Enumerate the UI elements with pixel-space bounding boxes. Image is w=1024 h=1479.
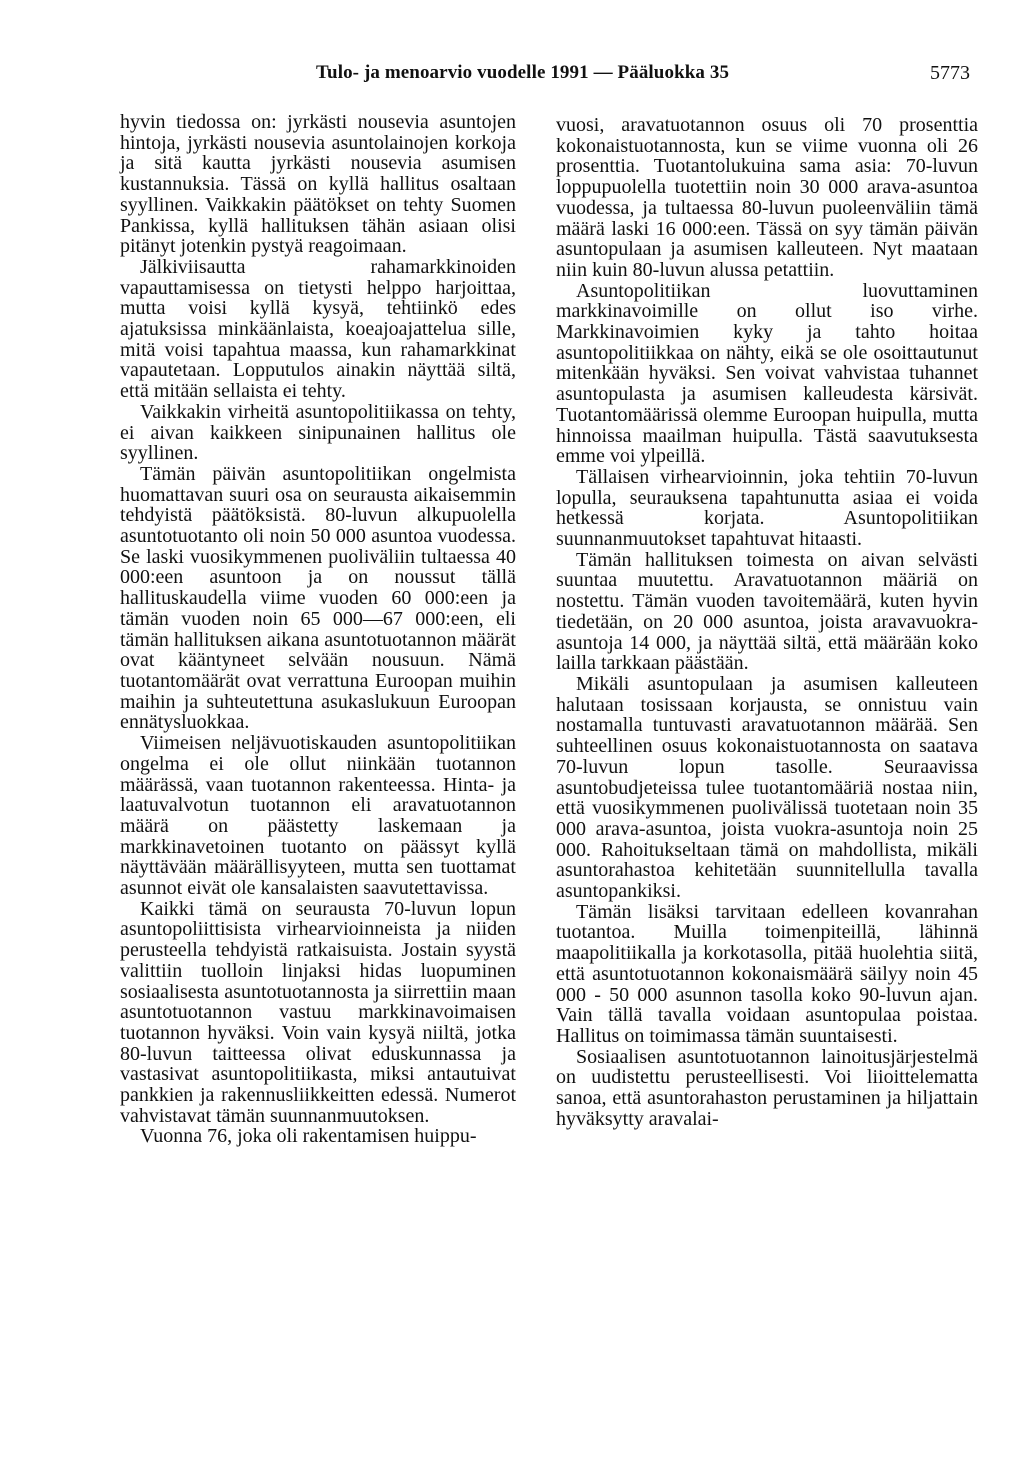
running-header [0, 62, 1024, 90]
running-title: Tulo- ja menoarvio vuodelle 1991 — Pääluokka 35 [316, 62, 730, 83]
paragraph: Jälkiviisautta rahamarkkinoiden vapauttamisessa on tietysti helppo harjoittaa, mutta voisi kyllä kysyä, tehtiinkö edes ajatuksissa minkäänlaista, koeajoajattelua sille, mitä voisi tapahtua maassa, kun rahamarkkinat vapautetaan. Lopputulos ainakin näyttää siltä, että mitään sellaista ei tehty. [120, 255, 516, 403]
paragraph: Tämän lisäksi tarvitaan edelleen kovanrahan tuotantoa. Muilla toimenpiteillä, lähinnä maapolitiikalla ja korkotasolla, pitää huolehtia siitä, että asuntotuotannon kokonaismäärä säilyy noin 45 000 - 50 000 asunnon tasolla koko 90-luvun ajan. Vain tällä tavalla voidaan asuntopulaa poistaa. Hallitus on toimimassa tämän suuntaisesti. [556, 900, 978, 1047]
paragraph: Sosiaalisen asuntotuotannon lainoitusjärjestelmä on uudistettu perusteellisesti. Voi liioittelematta sanoa, että asuntorahaston perustaminen ja hiljattain hyväksytty aravalai- [556, 1045, 978, 1130]
left-column [120, 112, 516, 1147]
paragraph: Tämän hallituksen toimesta on aivan selvästi suuntaa muutettu. Aravatuotannon määriä on nostettu. Tämän vuoden tavoitemäärä, kuten hyvin tiedetään, on 20 000 asuntoa, joista aravavuokra-asuntoja 14 000, ja näyttää siltä, että määrään koko lailla tarkkaan päästään. [556, 548, 978, 675]
paragraph: Vaikkakin virheitä asuntopolitiikassa on tehty, ei aivan kaikkeen sinipunainen hallitus ole syyllinen. [120, 400, 516, 465]
paragraph: hyvin tiedossa on: jyrkästi nousevia asuntojen hintoja, jyrkästi nousevia asuntolainojen korkoja ja sitä kautta jyrkästi nousevia asumisen kustannuksia. Tässä on kyllä hallitus osaltaan syyllinen. Vaikkakin päätökset on tehty Suomen Pankissa, kyllä hallituksen tähän asiaan olisi pitänyt jotenkin pystyä reagoimaan. [120, 111, 516, 258]
page-number: 5773 [930, 62, 970, 84]
paragraph: Viimeisen neljävuotiskauden asuntopolitiikan ongelma ei ole ollut niinkään tuotannon määrässä, vaan tuotannon rakenteessa. Hinta- ja laatuvalvotun tuotannon eli aravatuotannon määrä on päästetty laskemaan ja markkinavetoinen tuotanto on päässyt kyllä näyttävään määrällisyyteen, mutta sen tuottamat asunnot eivät ole kansalaisten saavutettavissa. [120, 732, 516, 900]
paragraph: Vuonna 76, joka oli rakentamisen huippu- [140, 1125, 477, 1148]
paragraph: Kaikki tämä on seurausta 70-luvun lopun asuntopoliittisista virhearvioinneista ja niiden perusteella tehdyistä ratkaisuista. Jostain syystä valittiin tuolloin linjaksi hidas luopuminen sosiaalisesta asuntotuotannosta ja siirrettiin maan asuntotuotannon vastuu markkinavoimaisen tuotannon hyväksi. Voin vain kysyä niiltä, jotka 80-luvun taitteessa olivat eduskunnassa ja vastasivat asuntopolitiikasta, miksi antautuivat pankkien ja rakennusliikkeitten edessä. Numerot vahvistavat tämän suunnanmuutoksen. [120, 897, 516, 1127]
paragraph: Asuntopolitiikan luovuttaminen markkinavoimille on ollut iso virhe. Markkinavoimien kyky ja tahto hoitaa asuntopolitiikkaa on nähty, eikä se ole osoittautunut mitenkään hyväksi. Sen voivat vahvistaa tuhannet asuntopulasta ja asumisen kalleudesta kärsivät. Tuotantomäärissä olemme Euroopan huipulla, mutta hinnoissa maailman huipulla. Tästä saavutuksesta emme voi ylpeillä. [556, 279, 978, 468]
paragraph: Mikäli asuntopulaan ja asumisen kalleuteen halutaan tosissaan korjausta, se onnistuu vain nostamalla tuntuvasti aravatuotannon määrää. Sen suhteellinen osuus kokonaistuotannosta on saatava 70-luvun lopun tasolle. Seuraavissa asuntobudjeteissa tulee tuotantomääriä nostaa niin, että vuosikymmenen puolivälissä tuotetaan noin 35 000 arava-asuntoa, joista vuokra-asuntoja noin 25 000. Rahoitukseltaan tämä on mahdollista, mikäli asuntorahastoa kehitetään suunnitellulla tavalla asuntopankiksi. [556, 672, 978, 903]
paragraph: Tämän päivän asuntopolitiikan ongelmista huomattavan suuri osa on seurausta aikaisemmin tehdyistä päätöksistä. 80-luvun alkupuolella asuntotuotanto oli noin 50 000 asuntoa vuodessa. Se laski vuosikymmenen puoliväliin tultaessa 40 000:een asuntoon ja on noussut tällä hallituskaudella viime vuoden 60 000:een ja tämän vuoden noin 65 000—67 000:een, eli tämän hallituksen aikana asuntotuotannon määrät ovat kääntyneet selvään nousuun. Nämä tuotantomäärät ovat verrattuna Euroopan muihin maihin ja suhteutettuna asukaslukuun Euroopan ennätysluokkaa. [120, 462, 516, 734]
paragraph: vuosi, aravatuotannon osuus oli 70 prosenttia kokonaistuotannosta, kun se viime vuonna oli 26 prosenttia. Tuotantolukuina sama asia: 70-luvun loppupuolella tuotettiin noin 30 000 arava-asuntoa vuodessa, ja tultaessa 80-luvun puoleenväliin tämä määrä laski 16 000:een. Tässä on syy tämän päivän asuntopulaan ja asumisen kalleuteen. Nyt maataan niin kuin 80-luvun alussa petattiin. [556, 114, 978, 281]
right-column [556, 115, 978, 1129]
paragraph: Tällaisen virhearvioinnin, joka tehtiin 70-luvun lopulla, seurauksena tapahtunutta asiaa ei voida hetkessä korjata. Asuntopolitiikan suunnanmuutokset tapahtuvat hitaasti. [556, 465, 978, 551]
